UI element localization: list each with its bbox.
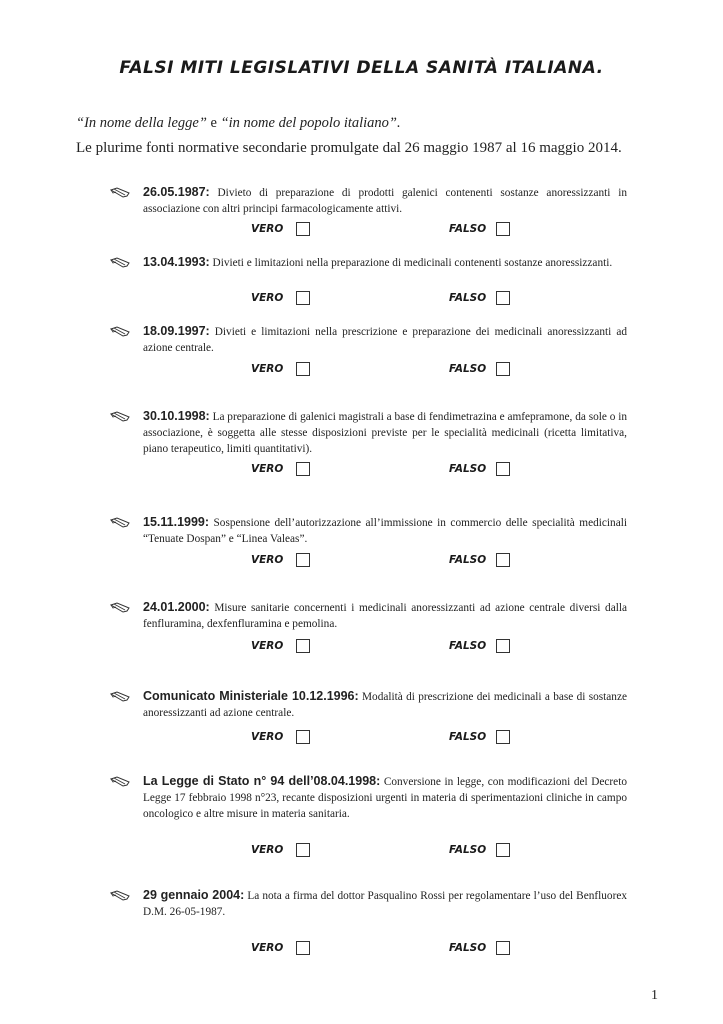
vero-label: VERO <box>251 292 284 304</box>
falso-label: FALSO <box>449 731 487 743</box>
falso-checkbox[interactable] <box>496 362 510 376</box>
falso-checkbox[interactable] <box>496 291 510 305</box>
falso-label: FALSO <box>449 554 487 566</box>
falso-checkbox[interactable] <box>496 462 510 476</box>
vero-checkbox[interactable] <box>296 462 310 476</box>
quote-part-2: “in nome del popolo italiano”. <box>220 115 401 131</box>
vero-label: VERO <box>251 223 284 235</box>
item-text <box>143 323 627 356</box>
vero-label: VERO <box>251 363 284 375</box>
vero-label: VERO <box>251 463 284 475</box>
vero-checkbox[interactable] <box>296 730 310 744</box>
writing-hand-icon <box>110 256 130 268</box>
falso-checkbox[interactable] <box>496 222 510 236</box>
page-number: 1 <box>651 988 658 1003</box>
falso-label: FALSO <box>449 363 487 375</box>
item-date: 13.04.1993: <box>143 255 210 269</box>
item-date: 15.11.1999: <box>143 515 210 529</box>
writing-hand-icon <box>110 186 130 198</box>
item-description: Divieto di preparazione di prodotti galenici contenenti sostanze anoressizzanti in associazione con altri principi farmacologicamente attivi. <box>143 187 627 215</box>
item-text <box>143 599 627 632</box>
vero-label: VERO <box>251 640 284 652</box>
item-text <box>143 408 627 457</box>
item-date: 26.05.1987: <box>143 185 210 199</box>
writing-hand-icon <box>110 775 130 787</box>
falso-label: FALSO <box>449 640 487 652</box>
item-text <box>143 514 627 547</box>
vero-label: VERO <box>251 554 284 566</box>
item-date: La Legge di Stato n° 94 dell’08.04.1998: <box>143 774 381 788</box>
falso-label: FALSO <box>449 942 487 954</box>
vero-label: VERO <box>251 731 284 743</box>
item-description: La preparazione di galenici magistrali a base di fendimetrazina e amfepramone, da sole o in associazione, è soggetta alle stesse disposizioni previste per le specialità medicinali (ricetta limitativa, piano terapeutico, limiti quantitativi). <box>143 411 627 455</box>
quote-part-1: “In nome della legge” <box>76 115 207 131</box>
vero-checkbox[interactable] <box>296 362 310 376</box>
item-text <box>143 254 627 271</box>
item-description: Sospensione dell’autorizzazione all’immissione in commercio delle specialità medicinali “Tenuate Dospan” e “Linea Valeas”. <box>143 517 627 545</box>
falso-label: FALSO <box>449 223 487 235</box>
writing-hand-icon <box>110 889 130 901</box>
falso-checkbox[interactable] <box>496 639 510 653</box>
writing-hand-icon <box>110 516 130 528</box>
sources-line: Le plurime fonti normative secondarie promulgate dal 26 maggio 1987 al 16 maggio 2014. <box>76 140 622 156</box>
falso-checkbox[interactable] <box>496 730 510 744</box>
vero-checkbox[interactable] <box>296 843 310 857</box>
item-text <box>143 184 627 217</box>
item-description: La nota a firma del dottor Pasqualino Rossi per regolamentare l’uso del Benfluorex D.M. 26-05-1987. <box>143 890 627 918</box>
falso-checkbox[interactable] <box>496 553 510 567</box>
vero-label: VERO <box>251 942 284 954</box>
falso-checkbox[interactable] <box>496 843 510 857</box>
falso-label: FALSO <box>449 844 487 856</box>
writing-hand-icon <box>110 325 130 337</box>
falso-checkbox[interactable] <box>496 941 510 955</box>
item-text <box>143 887 627 920</box>
writing-hand-icon <box>110 601 130 613</box>
vero-label: VERO <box>251 844 284 856</box>
item-description: Divieti e limitazioni nella preparazione di medicinali contenenti sostanze anoressizzanti. <box>209 257 613 269</box>
writing-hand-icon <box>110 690 130 702</box>
item-date: Comunicato Ministeriale 10.12.1996: <box>143 689 359 703</box>
item-description: Modalità di prescrizione dei medicinali a base di sostanze anoressizzanti ad azione centrale. <box>143 691 627 719</box>
item-date: 29 gennaio 2004: <box>143 888 245 902</box>
page-title: FALSI MITI LEGISLATIVI DELLA SANITÀ ITALIANA. <box>119 58 604 78</box>
item-description: Divieti e limitazioni nella prescrizione e preparazione dei medicinali anoressizzanti ad azione centrale. <box>143 326 627 354</box>
quote-line <box>76 115 401 132</box>
item-date: 18.09.1997: <box>143 324 210 338</box>
vero-checkbox[interactable] <box>296 222 310 236</box>
falso-label: FALSO <box>449 292 487 304</box>
vero-checkbox[interactable] <box>296 639 310 653</box>
vero-checkbox[interactable] <box>296 941 310 955</box>
quote-conjunction: e <box>206 115 221 131</box>
vero-checkbox[interactable] <box>296 553 310 567</box>
vero-checkbox[interactable] <box>296 291 310 305</box>
item-date: 24.01.2000: <box>143 600 210 614</box>
writing-hand-icon <box>110 410 130 422</box>
item-description: Conversione in legge, con modificazioni del Decreto Legge 17 febbraio 1998 n°23, recante disposizioni urgenti in materia di sperimentazioni cliniche in campo oncologico e altre misure in materia sanitaria. <box>143 776 627 820</box>
falso-label: FALSO <box>449 463 487 475</box>
item-text <box>143 773 627 822</box>
item-description: Misure sanitarie concernenti i medicinali anoressizzanti ad azione centrale diversi dalla fenfluramina, dexfenfluramina e pemolina. <box>143 602 627 630</box>
item-date: 30.10.1998: <box>143 409 210 423</box>
item-text <box>143 688 627 721</box>
